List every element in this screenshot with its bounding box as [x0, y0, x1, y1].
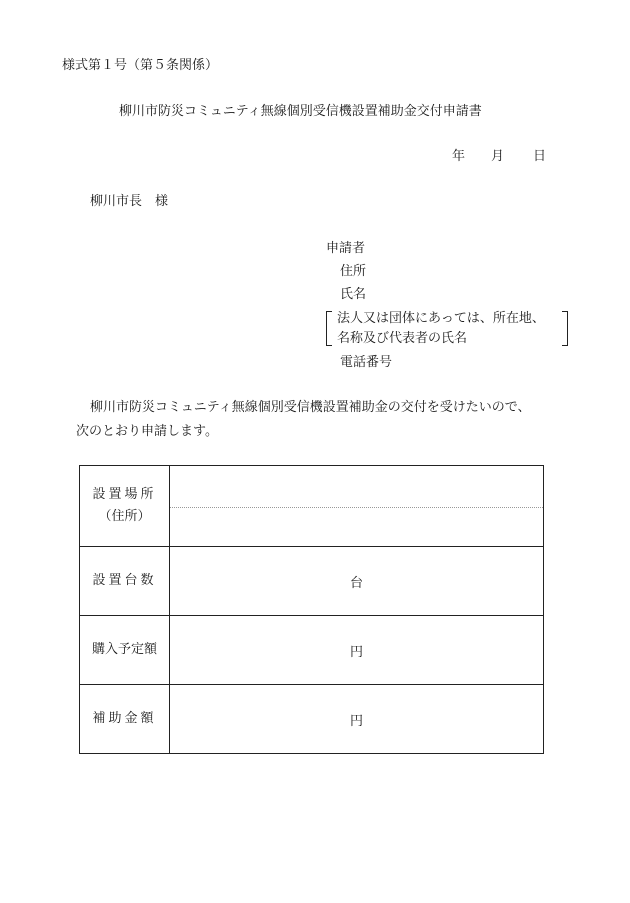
applicant-address-label: 住所 [340, 264, 367, 279]
addressee: 柳川市長 様 [90, 194, 169, 209]
location-sub-label: （住所） [98, 509, 151, 524]
note-bracket-left [326, 311, 332, 346]
applicant-name-label: 氏名 [340, 287, 367, 302]
count-row [80, 547, 544, 616]
document-title: 柳川市防災コミュニティ無線個別受信機設置補助金交付申請書 [119, 104, 482, 119]
date-year-label: 年 [452, 149, 466, 164]
subsidy-amount-row [80, 685, 544, 754]
applicant-note-line2: 名称及び代表者の氏名 [337, 331, 468, 346]
subsidy-amount-value-cell[interactable] [170, 685, 544, 754]
planned-amount-row [80, 616, 544, 685]
form-number: 様式第１号（第５条関係） [62, 58, 219, 73]
applicant-heading: 申請者 [326, 241, 366, 256]
location-label: 設置場所 [92, 487, 157, 502]
planned-amount-unit: 円 [349, 644, 363, 660]
body-text-line2: 次のとおり申請します。 [76, 424, 218, 439]
location-label-cell [80, 466, 170, 547]
applicant-note-line1: 法人又は団体にあっては、所在地、 [337, 311, 545, 326]
location-value-cell[interactable] [170, 466, 544, 547]
count-value-cell[interactable] [170, 547, 544, 616]
subsidy-amount-label: 補助金額 [80, 685, 170, 754]
date-month-label: 月 [491, 149, 505, 164]
planned-amount-value-cell[interactable] [170, 616, 544, 685]
location-field-line1[interactable] [170, 467, 543, 508]
planned-amount-label: 購入予定額 [80, 616, 170, 685]
count-label: 設置台数 [80, 547, 170, 616]
note-bracket-right [562, 311, 568, 346]
location-field-line2[interactable] [170, 508, 543, 546]
application-table [79, 465, 544, 754]
date-day-label: 日 [533, 149, 547, 164]
body-text-line1: 柳川市防災コミュニティ無線個別受信機設置補助金の交付を受けたいので、 [90, 400, 531, 415]
applicant-phone-label: 電話番号 [340, 355, 393, 370]
location-row [80, 466, 544, 547]
count-unit: 台 [349, 575, 363, 591]
subsidy-amount-unit: 円 [349, 713, 363, 729]
